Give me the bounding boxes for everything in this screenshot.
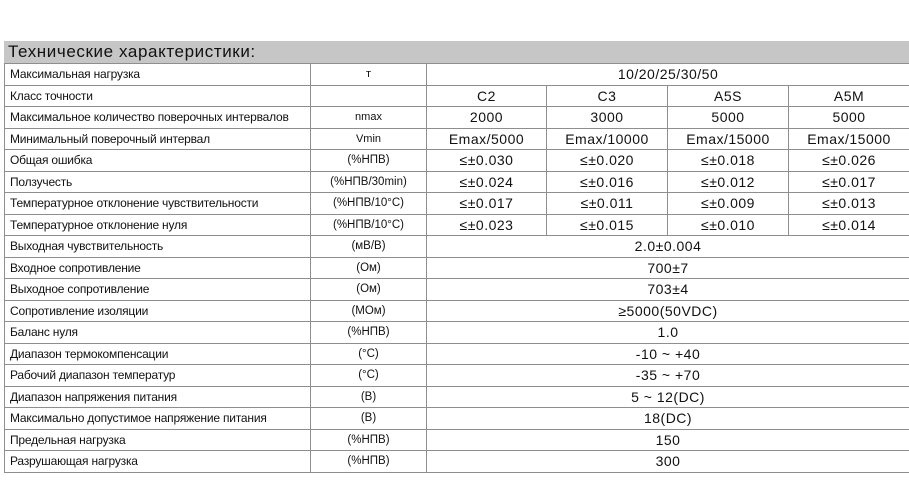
table-row xyxy=(5,236,909,258)
parameter-unit: (%НПВ) xyxy=(311,150,427,172)
parameter-value: ≤±0.020 xyxy=(547,150,668,172)
parameter-unit: (B) xyxy=(311,408,427,430)
parameter-name: Входное сопротивление xyxy=(5,257,311,279)
table-row xyxy=(5,279,909,301)
parameter-value: 700±7 xyxy=(427,257,909,279)
parameter-value: 5 ~ 12(DC) xyxy=(427,386,909,408)
parameter-unit: (Ом) xyxy=(311,257,427,279)
table-row xyxy=(5,171,909,193)
section-header xyxy=(4,41,909,63)
table-row xyxy=(5,85,909,107)
parameter-value: ≤±0.026 xyxy=(789,150,909,172)
parameter-value: ≤±0.009 xyxy=(668,193,789,215)
parameter-value: -35 ~ +70 xyxy=(427,365,909,387)
parameter-name: Максимальная нагрузка xyxy=(5,64,311,86)
parameter-value: ≤±0.017 xyxy=(789,171,909,193)
parameter-value: ≤±0.010 xyxy=(668,214,789,236)
table-row xyxy=(5,64,909,86)
parameter-unit: Vmin xyxy=(311,128,427,150)
parameter-name: Класс точности xyxy=(5,85,311,107)
parameter-value: ≤±0.013 xyxy=(789,193,909,215)
parameter-value: ≤±0.015 xyxy=(547,214,668,236)
parameter-name: Максимальное количество поверочных интервалов xyxy=(5,107,311,129)
parameter-unit: (%НПВ/10°C) xyxy=(311,193,427,215)
table-row xyxy=(5,408,909,430)
parameter-name: Диапазон термокомпенсации xyxy=(5,343,311,365)
parameter-unit: (мВ/В) xyxy=(311,236,427,258)
parameter-unit: (%НПВ/30min) xyxy=(311,171,427,193)
parameter-name: Выходная чувствительность xyxy=(5,236,311,258)
table-row xyxy=(5,343,909,365)
parameter-unit: т xyxy=(311,64,427,86)
section-title: Технические характеристики: xyxy=(8,42,256,61)
table-row xyxy=(5,257,909,279)
parameter-value: 150 xyxy=(427,429,909,451)
parameter-value: ≤±0.024 xyxy=(427,171,547,193)
parameter-value: -10 ~ +40 xyxy=(427,343,909,365)
parameter-value: ≤±0.014 xyxy=(789,214,909,236)
parameter-value: 1.0 xyxy=(427,322,909,344)
parameter-unit: (°C) xyxy=(311,365,427,387)
parameter-value: ≤±0.018 xyxy=(668,150,789,172)
table-row xyxy=(5,429,909,451)
parameter-unit: (%НПВ) xyxy=(311,322,427,344)
parameter-value: ≤±0.030 xyxy=(427,150,547,172)
parameter-name: Общая ошибка xyxy=(5,150,311,172)
parameter-value: Emax/5000 xyxy=(427,128,547,150)
parameter-name: Сопротивление изоляции xyxy=(5,300,311,322)
parameter-name: Минимальный поверочный интервал xyxy=(5,128,311,150)
table-row xyxy=(5,365,909,387)
parameter-value: ≤±0.016 xyxy=(547,171,668,193)
parameter-unit xyxy=(311,85,427,107)
parameter-value: 703±4 xyxy=(427,279,909,301)
parameter-name: Температурное отклонение чувствительности xyxy=(5,193,311,215)
parameter-value: 2000 xyxy=(427,107,547,129)
specifications-table xyxy=(4,63,909,473)
parameter-unit: nmax xyxy=(311,107,427,129)
specifications-table-body xyxy=(5,64,909,473)
parameter-value: ≤±0.023 xyxy=(427,214,547,236)
parameter-value: ≤±0.011 xyxy=(547,193,668,215)
parameter-value: 5000 xyxy=(789,107,909,129)
parameter-value: Emax/10000 xyxy=(547,128,668,150)
parameter-unit: (B) xyxy=(311,386,427,408)
parameter-name: Максимально допустимое напряжение питания xyxy=(5,408,311,430)
parameter-value: A5M xyxy=(789,85,909,107)
parameter-name: Рабочий диапазон температур xyxy=(5,365,311,387)
table-row xyxy=(5,107,909,129)
parameter-value: Emax/15000 xyxy=(668,128,789,150)
table-row xyxy=(5,193,909,215)
parameter-unit: (%НПВ/10°C) xyxy=(311,214,427,236)
table-row xyxy=(5,150,909,172)
parameter-name: Температурное отклонение нуля xyxy=(5,214,311,236)
parameter-value: 5000 xyxy=(668,107,789,129)
parameter-value: Emax/15000 xyxy=(789,128,909,150)
parameter-value: A5S xyxy=(668,85,789,107)
parameter-unit: (Ом) xyxy=(311,279,427,301)
parameter-value: ≥5000(50VDC) xyxy=(427,300,909,322)
parameter-unit: (°C) xyxy=(311,343,427,365)
parameter-name: Баланс нуля xyxy=(5,322,311,344)
table-row xyxy=(5,386,909,408)
parameter-name: Разрушающая нагрузка xyxy=(5,451,311,473)
parameter-unit: (МОм) xyxy=(311,300,427,322)
parameter-name: Диапазон напряжения питания xyxy=(5,386,311,408)
parameter-value: C3 xyxy=(547,85,668,107)
parameter-name: Ползучесть xyxy=(5,171,311,193)
parameter-value: 300 xyxy=(427,451,909,473)
table-row xyxy=(5,214,909,236)
table-row xyxy=(5,322,909,344)
parameter-value: 2.0±0.004 xyxy=(427,236,909,258)
parameter-value: ≤±0.012 xyxy=(668,171,789,193)
table-row xyxy=(5,128,909,150)
parameter-value: ≤±0.017 xyxy=(427,193,547,215)
parameter-name: Выходное сопротивление xyxy=(5,279,311,301)
parameter-unit: (%НПВ) xyxy=(311,451,427,473)
parameter-value: C2 xyxy=(427,85,547,107)
parameter-value: 3000 xyxy=(547,107,668,129)
table-row xyxy=(5,451,909,473)
parameter-value: 10/20/25/30/50 xyxy=(427,64,909,86)
parameter-value: 18(DC) xyxy=(427,408,909,430)
table-row xyxy=(5,300,909,322)
parameter-unit: (%НПВ) xyxy=(311,429,427,451)
parameter-name: Предельная нагрузка xyxy=(5,429,311,451)
